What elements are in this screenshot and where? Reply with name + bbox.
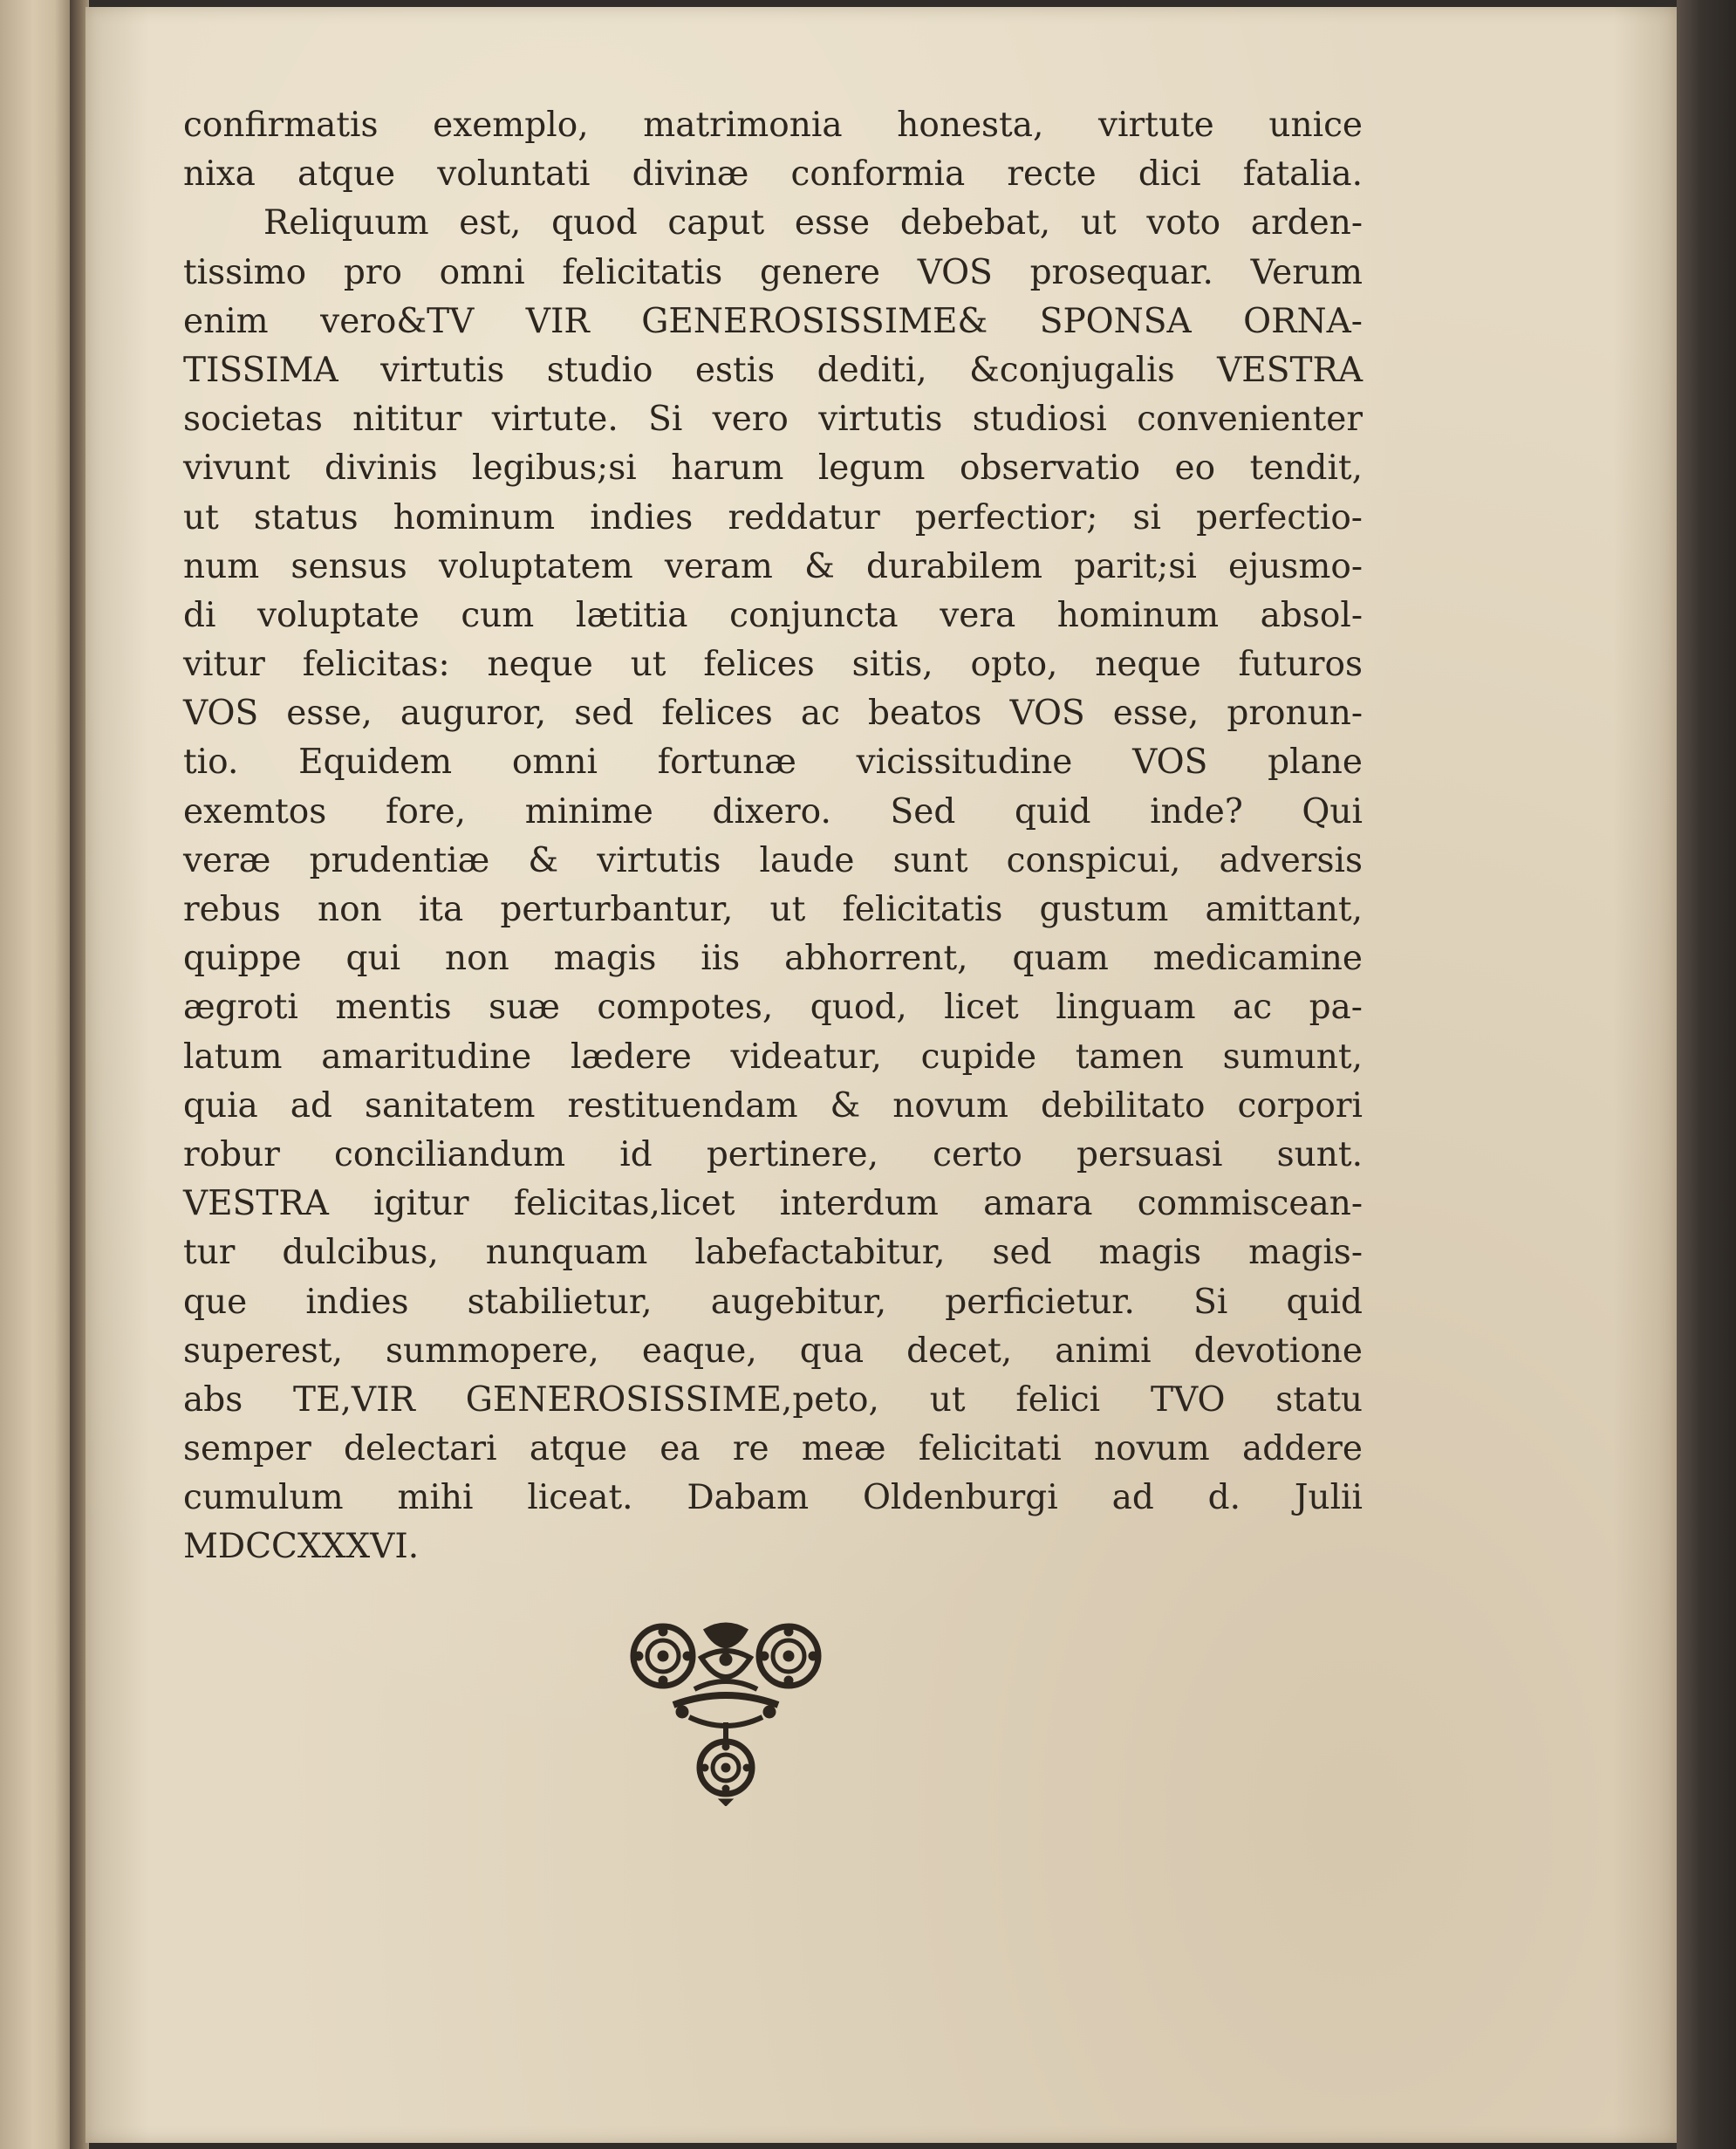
- text-line-7: societas nititur virtute. Si vero virtutis studiosi convenienter: [183, 400, 1363, 440]
- text-line-1: confirmatis exemplo, matrimonia honesta, virtute unice: [183, 106, 1363, 145]
- text-line-2: nixa atque voluntati divinæ conformia recte dici fatalia.: [183, 154, 1363, 195]
- text-line-22: robur conciliandum id pertinere, certo persuasi sunt.: [183, 1134, 1363, 1174]
- text-line-6: TISSIMA virtutis studio estis dediti, &conjugalis VESTRA: [183, 350, 1363, 390]
- text-line-23: VESTRA igitur felicitas,licet interdum amara commiscean-: [183, 1184, 1363, 1224]
- text-line-9: ut status hominum indies reddatur perfectior; si perfectio-: [183, 497, 1363, 537]
- text-line-28: semper delectari atque ea re meæ felicitati novum addere: [183, 1429, 1363, 1469]
- text-line-3: Reliquum est, quod caput esse debebat, ut voto arden-: [263, 203, 1363, 243]
- text-line-10: num sensus voluptatem veram & durabilem parit;si ejusmo-: [183, 546, 1363, 586]
- scan-background-edge: [1677, 0, 1736, 2149]
- text-line-15: exemtos fore, minime dixero. Sed quid inde? Qui: [183, 791, 1363, 832]
- text-line-17: rebus non ita perturbantur, ut felicitatis gustum amittant,: [183, 890, 1363, 929]
- floral-ornament-icon: [621, 1614, 830, 1806]
- text-line-20: latum amaritudine lædere videatur, cupide tamen sumunt,: [183, 1037, 1363, 1077]
- text-line-4: tissimo pro omni felicitatis genere VOS prosequar. Verum: [183, 252, 1363, 292]
- text-line-30: MDCCXXXVI.: [183, 1527, 420, 1567]
- text-line-12: vitur felicitas: neque ut felices sitis, opto, neque futuros: [183, 645, 1363, 685]
- body-text: [183, 101, 1363, 1572]
- text-line-8: vivunt divinis legibus;si harum legum observatio eo tendit,: [183, 448, 1363, 489]
- text-line-25: que indies stabilietur, augebitur, perficietur. Si quid: [183, 1282, 1363, 1322]
- text-line-27: abs TE,VIR GENEROSISSIME,peto, ut felici TVO statu: [183, 1379, 1363, 1420]
- text-line-19: ægroti mentis suæ compotes, quod, licet linguam ac pa-: [183, 988, 1363, 1028]
- text-line-14: tio. Equidem omni fortunæ vicissitudine VOS plane: [183, 743, 1363, 783]
- text-line-26: superest, summopere, eaque, qua decet, animi devotione: [183, 1331, 1363, 1371]
- text-line-13: VOS esse, auguror, sed felices ac beatos VOS esse, pronun-: [183, 694, 1363, 734]
- text-line-18: quippe qui non magis iis abhorrent, quam medicamine: [183, 939, 1363, 979]
- text-line-5: enim vero&TV VIR GENEROSISSIME& SPONSA ORNA-: [183, 301, 1363, 341]
- text-line-29: cumulum mihi liceat. Dabam Oldenburgi ad d. Julii: [183, 1478, 1363, 1518]
- text-line-11: di voluptate cum lætitia conjuncta vera hominum absol-: [183, 595, 1363, 635]
- text-line-21: quia ad sanitatem restituendam & novum debilitato corpori: [183, 1085, 1363, 1126]
- text-line-16: veræ prudentiæ & virtutis laude sunt conspicui, adversis: [183, 840, 1363, 880]
- text-line-24: tur dulcibus, nunquam labefactabitur, sed magis magis-: [183, 1233, 1363, 1273]
- facing-page-edge: [0, 0, 73, 2149]
